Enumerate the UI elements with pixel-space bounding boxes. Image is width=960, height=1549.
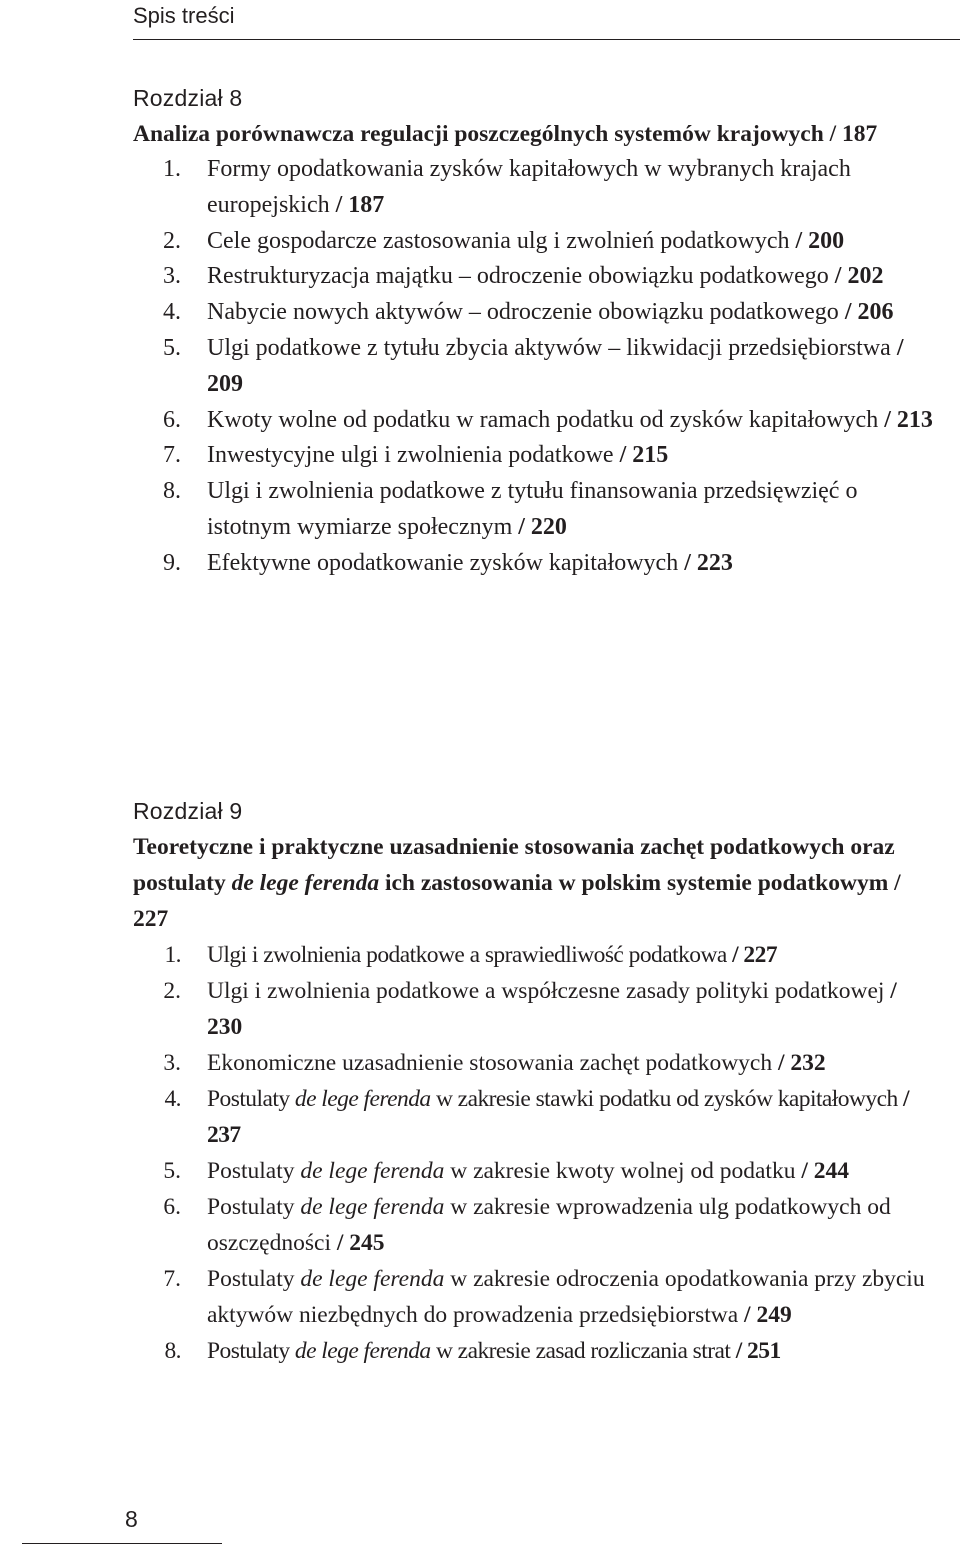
chapter-title-italic: de lege ferenda (231, 870, 380, 896)
toc-entry[interactable] (133, 1081, 933, 1153)
page-number: 8 (125, 1506, 138, 1532)
chapter-title-page: / 227 (133, 870, 901, 932)
toc-entry[interactable] (133, 973, 933, 1045)
toc-entry-title: Restrukturyzacja majątku – odroczenie obowiązku podatkowego (207, 263, 829, 290)
toc-entry[interactable] (133, 1333, 933, 1369)
chapter-9 (133, 793, 933, 1369)
toc-entry-page: / 202 (834, 263, 884, 290)
toc-entry-lead: Postulaty (207, 1194, 295, 1220)
chapter-title-text: Analiza porównawcza regulacji poszczególnych systemów krajowych (133, 121, 824, 147)
toc-entry-title: Formy opodatkowania zysków kapitałowych w wybranych krajach europejskich (207, 156, 851, 218)
toc-entry[interactable] (133, 438, 933, 474)
toc-entry[interactable] (133, 295, 933, 331)
toc-entry[interactable] (133, 474, 933, 546)
toc-entry-italic: de lege ferenda (294, 1086, 431, 1112)
toc-entry[interactable] (133, 224, 933, 260)
toc-entry-number: 6. (163, 406, 181, 433)
toc-entry[interactable] (133, 331, 933, 403)
toc-entry[interactable] (133, 1189, 933, 1261)
toc-entry-number: 9. (163, 549, 181, 576)
toc-entry-italic: de lege ferenda (294, 1338, 431, 1364)
toc-list (133, 937, 933, 1369)
toc-entry-number: 7. (163, 1266, 181, 1292)
toc-entry-page: / 206 (844, 299, 894, 326)
toc-list (133, 152, 933, 582)
toc-entry-number: 3. (163, 1050, 181, 1076)
toc-entry[interactable] (133, 1045, 933, 1081)
toc-entry-lead: Postulaty (207, 1338, 290, 1364)
toc-entry-number: 4. (164, 1086, 181, 1112)
toc-entry-italic: de lege ferenda (300, 1158, 445, 1184)
toc-entry-page: / 251 (735, 1338, 781, 1364)
toc-entry-italic: de lege ferenda (300, 1194, 445, 1220)
chapter-label: Rozdział 8 (133, 85, 243, 111)
chapter-title-text: Teoretyczne i praktyczne uzasadnienie stosowania zachęt podatkowych oraz postulaty (133, 834, 895, 896)
toc-entry-title: Cele gospodarcze zastosowania ulg i zwolnień podatkowych (207, 227, 790, 254)
toc-entry-number: 6. (163, 1194, 181, 1220)
chapter-label: Rozdział 9 (133, 798, 243, 824)
toc-entry-page: / 230 (207, 978, 897, 1040)
toc-entry-title: Ulgi i zwolnienia podatkowe z tytułu finansowania przedsięwzięć o istotnym wymiarze społecznym (207, 478, 858, 540)
toc-entry-page: / 232 (777, 1050, 826, 1076)
toc-entry-title: Ulgi i zwolnienia podatkowe a współczesne zasady polityki podatkowej (207, 978, 885, 1004)
toc-entry-number: 5. (163, 1158, 181, 1184)
toc-entry-page: / 187 (335, 191, 385, 218)
toc-entry-number: 3. (163, 263, 181, 290)
toc-entry-lead: Postulaty (207, 1158, 295, 1184)
header-rule (133, 39, 960, 40)
toc-entry-title: Ulgi i zwolnienia podatkowe a sprawiedliwość podatkowa (207, 942, 727, 968)
toc-entry-title: Ekonomiczne uzasadnienie stosowania zachęt podatkowych (207, 1050, 773, 1076)
toc-entry-title: w zakresie wprowadzenia ulg podatkowych od oszczędności (207, 1194, 891, 1256)
toc-entry[interactable] (133, 937, 933, 973)
toc-entry-page: / 215 (619, 442, 669, 469)
toc-entry-page: / 223 (684, 549, 733, 576)
toc-entry-italic: de lege ferenda (300, 1266, 445, 1292)
toc-entry[interactable] (133, 1153, 933, 1189)
toc-entry-title: w zakresie odroczenia opodatkowania przy zbyciu aktywów niezbędnych do prowadzenia przedsiębiorstwa (207, 1266, 925, 1328)
running-head: Spis treści (133, 3, 235, 28)
toc-entry-page: / 249 (744, 1302, 792, 1328)
toc-entry-number: 1. (163, 156, 181, 182)
toc-entry[interactable] (133, 152, 933, 224)
toc-entry-number: 2. (163, 978, 181, 1004)
toc-entry-title: Efektywne opodatkowanie zysków kapitałowych (207, 549, 679, 576)
toc-entry-title: Inwestycyjne ulgi i zwolnienia podatkowe (207, 442, 614, 469)
toc-entry[interactable] (133, 403, 933, 439)
toc-entry-number: 5. (163, 334, 181, 361)
toc-entry-page: / 227 (732, 942, 778, 968)
toc-entry[interactable] (133, 546, 933, 582)
chapter-title[interactable] (133, 116, 933, 152)
toc-entry-lead: Postulaty (207, 1086, 290, 1112)
chapter-title[interactable] (133, 829, 933, 937)
toc-entry-page: / 244 (801, 1158, 849, 1184)
toc-entry[interactable] (133, 1261, 933, 1333)
toc-entry-number: 1. (164, 942, 181, 968)
toc-entry-title: w zakresie kwoty wolnej od podatku (450, 1158, 796, 1184)
toc-entry-page: / 237 (207, 1086, 910, 1148)
toc-entry-number: 2. (163, 227, 181, 254)
toc-entry-title: Ulgi podatkowe z tytułu zbycia aktywów – likwidacji przedsiębiorstwa (207, 334, 891, 361)
toc-entry-title: Nabycie nowych aktywów – odroczenie obowiązku podatkowego (207, 299, 839, 326)
toc-entry-title: w zakresie stawki podatku od zysków kapitałowych (435, 1086, 898, 1112)
toc-entry-page: / 200 (795, 227, 845, 254)
toc-entry[interactable] (133, 259, 933, 295)
toc-entry-page: / 220 (518, 513, 567, 540)
toc-entry-title: w zakresie zasad rozliczania strat (435, 1338, 731, 1364)
toc-entry-page: / 213 (884, 406, 933, 433)
chapter-8 (133, 80, 933, 582)
toc-entry-number: 4. (163, 299, 181, 326)
toc-entry-number: 8. (164, 1338, 181, 1364)
chapter-title-page: / 187 (829, 121, 878, 147)
chapter-title-text-end: ich zastosowania w polskim systemie podatkowym (384, 870, 889, 896)
toc-entry-title: Kwoty wolne od podatku w ramach podatku od zysków kapitałowych (207, 406, 879, 433)
toc-entry-page: / 209 (207, 334, 904, 397)
toc-entry-page: / 245 (336, 1230, 385, 1256)
toc-entry-number: 7. (163, 442, 181, 469)
footer-rule (22, 1543, 222, 1544)
toc-entry-number: 8. (163, 478, 181, 505)
toc-entry-lead: Postulaty (207, 1266, 295, 1292)
